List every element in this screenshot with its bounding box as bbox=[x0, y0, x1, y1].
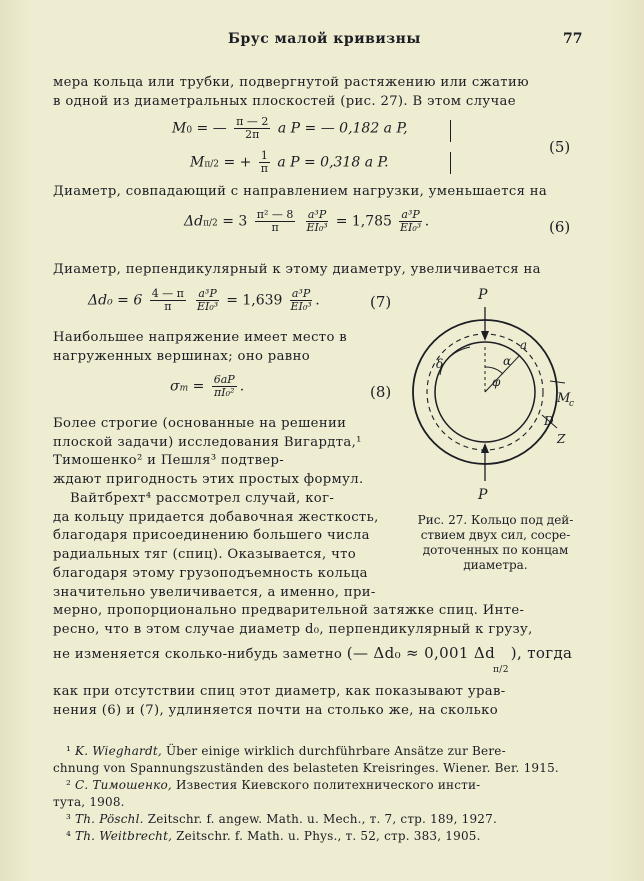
text-line: Диаметр, перпендикулярный к этому диаметру, увеличивается на bbox=[53, 262, 541, 277]
label-p-bottom: P bbox=[478, 487, 488, 503]
label-z: Z bbox=[557, 432, 566, 446]
equation-6: Δdπ/2 = 3 $\frac{\text{π² — 8}}{\pi}$ $\frac{\text{a³P}}{\text{EI₀³}}$ = 1,785 $\frac{\text{a³P}}{\text{EI₀³}}$ . bbox=[184, 208, 430, 234]
equation-7: Δd₀ = 6 $\frac{4 — \pi}{\pi}$ $\frac{\text{a³P}}{\text{EI₀³}}$ = 1,639 $\frac{\text{a³P}}{\text{EI₀³}}$ . bbox=[88, 287, 320, 313]
text-line: Вайтбрехт⁴ рассмотрел случай, ког- bbox=[70, 491, 335, 506]
label-m: M bbox=[557, 391, 571, 406]
text-line: благодаря присоединению большего числа bbox=[53, 528, 370, 543]
text-line: Тимошенко² и Пешля³ подтвер- bbox=[53, 453, 285, 468]
page-number: 77 bbox=[563, 31, 583, 47]
text-line: мера кольца или трубки, подвергнутой растяжению или сжатию bbox=[53, 75, 529, 90]
text-line: ресно, что в этом случае диаметр d₀, перпендикулярный к грузу, bbox=[53, 622, 533, 637]
ring-figure bbox=[400, 285, 580, 510]
equation-5-line-2: Mπ/2 = + $\frac{1}{\pi}$ a P = 0,318 a P. bbox=[190, 149, 389, 175]
moment-leader bbox=[550, 381, 565, 383]
footnote-4: ⁴ Th. Weitbrecht, Zeitschr. f. Math. u. Phys., т. 52, стр. 383, 1905. bbox=[66, 829, 481, 843]
equation-number-8: (8) bbox=[370, 383, 392, 401]
label-alpha: α bbox=[503, 354, 512, 368]
footnote-3: ³ Th. Pöschl. Zeitschr. f. angew. Math. u. Mech., т. 7, стр. 189, 1927. bbox=[66, 812, 497, 826]
equation-8: σm = $\frac{6aP}{\text{πI₀²}}$ . bbox=[170, 373, 245, 399]
system-brace bbox=[450, 120, 451, 142]
equation-number-6: (6) bbox=[549, 218, 571, 236]
text-line: радиальных тяг (спиц). Оказывается, что bbox=[53, 547, 357, 562]
equation-5-line-1: M0 = — $\frac{\pi — 2}{2\pi}$ a P = — 0,182 a P, bbox=[172, 115, 408, 141]
label-d: D bbox=[544, 414, 554, 428]
text-line: плоской задачи) исследования Вигардта,¹ bbox=[53, 435, 362, 450]
label-p-top: P bbox=[478, 287, 488, 303]
equation-number-7: (7) bbox=[370, 293, 392, 311]
footnote-1: ¹ K. Wieghardt, Über einige wirklich durchführbare Ansätze zur Bere- bbox=[66, 744, 506, 758]
footnote-2-cont: тута, 1908. bbox=[53, 795, 125, 809]
label-delta: δ bbox=[436, 357, 444, 371]
label-phi: φ bbox=[492, 375, 501, 389]
footnote-1-cont: chnung von Spannungszuständen des belasteten Kreisringes. Wiener. Ber. 1915. bbox=[53, 761, 559, 775]
label-a: a bbox=[520, 338, 528, 352]
label-m-subscript: c bbox=[569, 399, 575, 409]
top-arrow-head bbox=[481, 331, 489, 341]
text-line: Диаметр, совпадающий с направлением нагрузки, уменьшается на bbox=[53, 184, 548, 199]
text-line: как при отсутствии спиц этот диаметр, как показывают урав- bbox=[53, 684, 506, 699]
footnote-2: ² С. Тимошенко, Известия Киевского политехнического инсти- bbox=[66, 778, 481, 792]
text-line: мерно, пропорционально предварительной затяжке спиц. Инте- bbox=[53, 603, 525, 618]
text-line: значительно увеличивается, а именно, при- bbox=[53, 585, 376, 600]
system-brace bbox=[450, 152, 451, 174]
bottom-arrow-head bbox=[481, 443, 489, 453]
text-line: ждают пригодность этих простых формул. bbox=[53, 472, 364, 487]
text-line: Наибольшее напряжение имеет место в bbox=[53, 330, 348, 345]
equation-number-5: (5) bbox=[549, 138, 571, 156]
angle-arc bbox=[485, 367, 503, 374]
text-line: Более строгие (основанные на решении bbox=[53, 416, 347, 431]
text-line: да кольцу придается добавочная жесткость, bbox=[53, 510, 379, 525]
text-line: не изменяется сколько-нибудь заметно (— Δd₀ ≈ 0,001 $\Delta d_{\pi/2}$), тогда bbox=[53, 644, 573, 675]
text-line: в одной из диаметральных плоскостей (рис. 27). В этом случае bbox=[53, 94, 516, 109]
text-line: благодаря этому грузоподъемность кольца bbox=[53, 566, 368, 581]
text-line: нагруженных вершинах; оно равно bbox=[53, 349, 311, 364]
figure-caption: Рис. 27. Кольцо под дей- ствием двух сил, сосре- доточенных по концам диаметра. bbox=[417, 513, 574, 572]
running-header: Брус малой кривизны bbox=[228, 31, 421, 47]
text-line: нения (6) и (7), удлиняется почти на столько же, на сколько bbox=[53, 703, 498, 718]
